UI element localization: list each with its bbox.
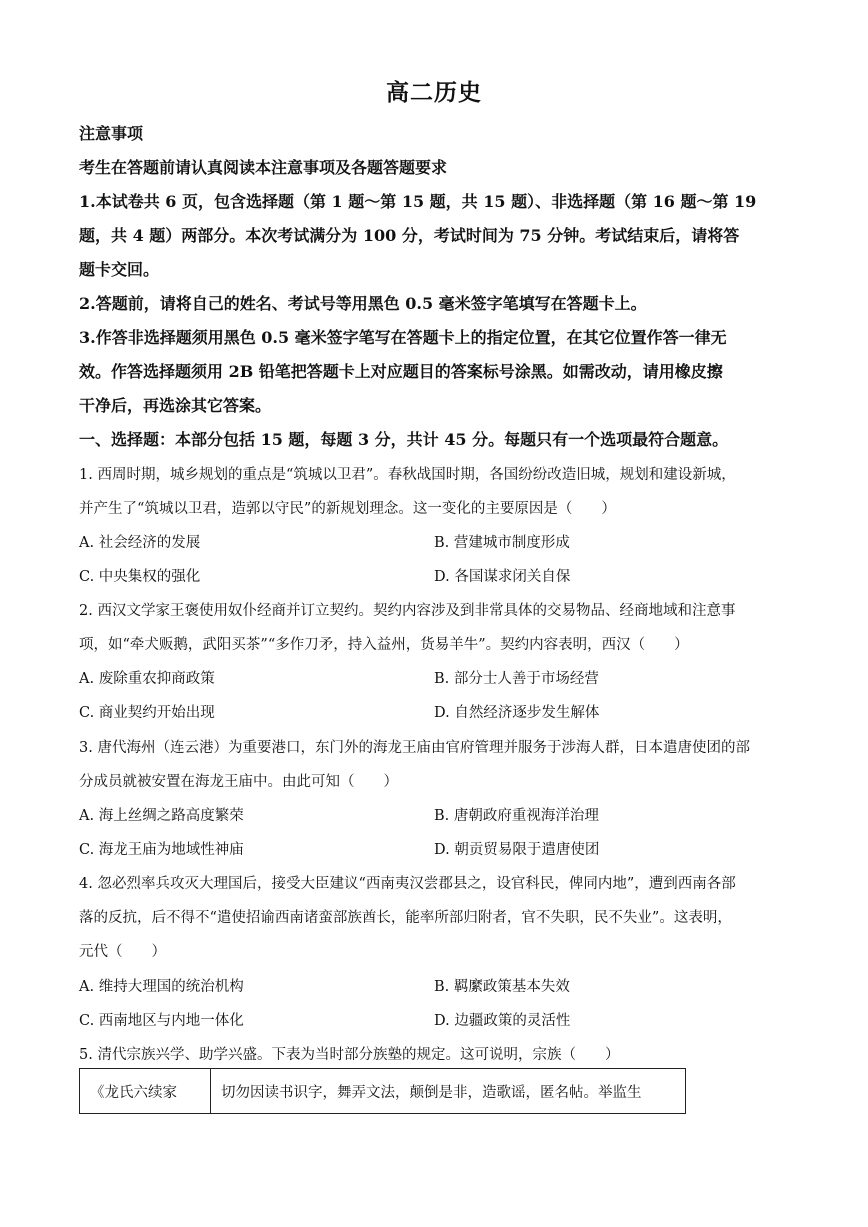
- notice-line: 干净后，再选涂其它答案。: [79, 396, 272, 415]
- question-3-stem: 分成员就被安置在海龙王庙中。由此可知（ ）: [79, 774, 398, 790]
- question-3-option-d: D. 朝贡贸易限于遣唐使团: [434, 842, 600, 858]
- question-2-stem: 项，如“牵犬贩鹅，武阳买茶”“多作刀矛，持入益州，货易羊牛”。契约内容表明，西汉（ ）: [79, 637, 689, 653]
- question-3-stem: 3. 唐代海州（连云港）为重要港口，东门外的海龙王庙由官府管理并服务于涉海人群，日本遣唐使团的部: [79, 740, 750, 756]
- notice-heading: 注意事项: [79, 124, 144, 143]
- question-2-option-a: A. 废除重农抑商政策: [79, 671, 215, 687]
- notice-line: 题，共 4 题）两部分。本次考试满分为 100 分，考试时间为 75 分钟。考试结束后，请将答: [79, 226, 740, 245]
- question-2-option-c: C. 商业契约开始出现: [79, 705, 215, 721]
- notice-line: 题卡交回。: [79, 260, 160, 279]
- question-1-option-c: C. 中央集权的强化: [79, 569, 201, 585]
- notice-line: 1.本试卷共 6 页，包含选择题（第 1 题～第 15 题，共 15 题）、非选择题（第 16 题～第 19: [79, 192, 757, 211]
- question-4-stem: 4. 忽必烈率兵攻灭大理国后，接受大臣建议“西南夷汉尝郡县之，设官科民，俾同内地”，遭到西南各部: [79, 876, 736, 892]
- question-2-option-d: D. 自然经济逐步发生解体: [434, 705, 600, 721]
- question-3-option-c: C. 海龙王庙为地域性神庙: [79, 842, 244, 858]
- question-1-option-d: D. 各国谋求闭关自保: [434, 569, 571, 585]
- question-3-option-a: A. 海上丝绸之路高度繁荣: [79, 808, 244, 824]
- notice-line: 2.答题前，请将自己的姓名、考试号等用黑色 0.5 毫米签字笔填写在答题卡上。: [79, 294, 647, 313]
- question-5-stem: 5. 清代宗族兴学、助学兴盛。下表为当时部分族塾的规定。这可说明，宗族（ ）: [79, 1047, 620, 1063]
- question-1-stem: 并产生了“筑城以卫君，造郭以守民”的新规划理念。这一变化的主要原因是（ ）: [79, 501, 616, 517]
- notice-line: 3.作答非选择题须用黑色 0.5 毫米签字笔写在答题卡上的指定位置，在其它位置作答一律无: [79, 328, 727, 347]
- clan-school-rules-table: [79, 1068, 686, 1114]
- question-3-option-b: B. 唐朝政府重视海洋治理: [434, 808, 599, 824]
- question-4-stem: 落的反抗，后不得不“遣使招谕西南诸蛮部族酋长，能率所部归附者，官不失职，民不失业”。这表明，: [79, 910, 732, 926]
- question-2-stem: 2. 西汉文学家王褒使用奴仆经商并订立契约。契约内容涉及到非常具体的交易物品、经商地域和注意事: [79, 603, 736, 619]
- page-title: 高二历史: [386, 79, 482, 106]
- notice-line: 效。作答选择题须用 2B 铅笔把答题卡上对应题目的答案标号涂黑。如需改动，请用橡皮擦: [79, 362, 723, 381]
- question-4-option-c: C. 西南地区与内地一体化: [79, 1013, 244, 1029]
- table-row: [80, 1069, 686, 1114]
- question-4-option-a: A. 维持大理国的统治机构: [79, 979, 244, 995]
- question-4-stem: 元代（ ）: [79, 944, 166, 960]
- table-cell-rule: 切勿因读书识字，舞弄文法，颠倒是非，造歌谣，匿名帖。举监生: [211, 1069, 686, 1114]
- question-1-option-a: A. 社会经济的发展: [79, 535, 201, 551]
- question-4-option-d: D. 边疆政策的灵活性: [434, 1013, 571, 1029]
- question-4-option-b: B. 羁縻政策基本失效: [434, 979, 570, 995]
- question-2-option-b: B. 部分士人善于市场经营: [434, 671, 599, 687]
- section-heading: 一、选择题：本部分包括 15 题，每题 3 分，共计 45 分。每题只有一个选项最符合题意。: [79, 430, 729, 449]
- table-cell-source: 《龙氏六续家: [80, 1069, 211, 1114]
- notice-subheading: 考生在答题前请认真阅读本注意事项及各题答题要求: [79, 158, 448, 177]
- question-1-option-b: B. 营建城市制度形成: [434, 535, 570, 551]
- question-1-stem: 1. 西周时期，城乡规划的重点是“筑城以卫君”。春秋战国时期，各国纷纷改造旧城，规划和建设新城，: [79, 467, 736, 483]
